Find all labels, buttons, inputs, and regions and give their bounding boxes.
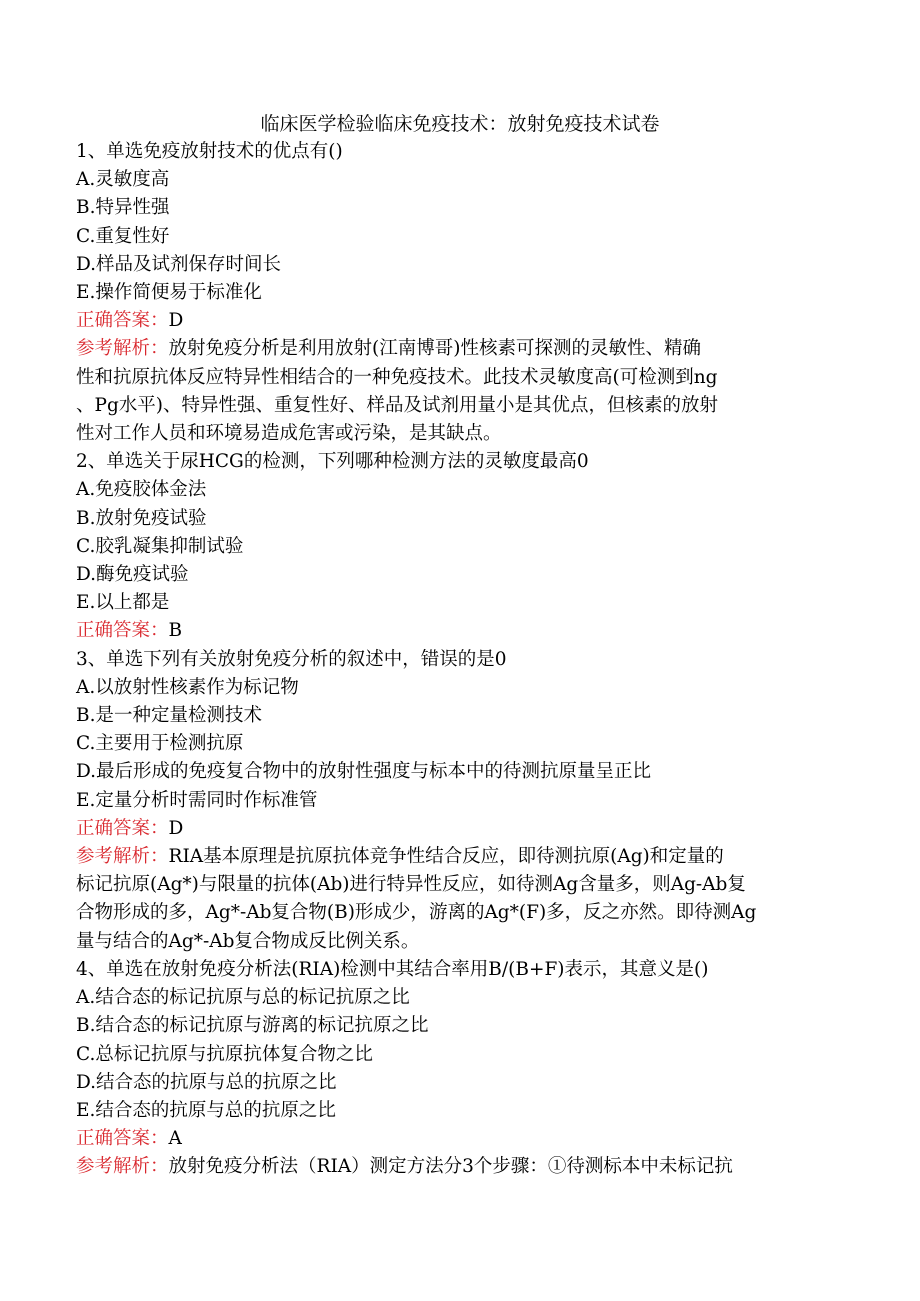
answer-option: C.总标记抗原与抗原抗体复合物之比 (76, 1043, 373, 1065)
answer-option: A.免疫胶体金法 (76, 479, 207, 501)
answer-option: E.结合态的抗原与总的抗原之比 (76, 1099, 336, 1121)
explanation-text: 量与结合的Ag*-Ab复合物成反比例关系。 (76, 930, 420, 952)
explanation-text: 、Pg水平)、特异性强、重复性好、样品及试剂用量小是其优点，但核素的放射 (76, 394, 719, 416)
correct-answer-value: D (168, 310, 184, 332)
answer-option: B.是一种定量检测技术 (76, 705, 262, 727)
explanation-line (76, 843, 836, 871)
question-stem: 2、单选关于尿HCG的检测，下列哪种检测方法的灵敏度最高0 (76, 451, 589, 473)
answer-option: A.灵敏度高 (76, 169, 170, 191)
explanation-line (76, 420, 836, 448)
correct-answer (76, 617, 836, 645)
explanation-line (76, 871, 836, 899)
question-block (76, 956, 836, 1182)
correct-answer-label: 正确答案： (76, 310, 169, 332)
question-stem: 3、单选下列有关放射免疫分析的叙述中，错误的是0 (76, 648, 507, 670)
question-block (76, 448, 836, 645)
question-stem: 1、单选免疫放射技术的优点有() (76, 141, 343, 162)
answer-option: C.重复性好 (76, 225, 170, 247)
question-block (76, 646, 836, 956)
question-list (76, 138, 836, 1182)
answer-option: D.酶免疫试验 (76, 564, 189, 586)
correct-answer-value: D (168, 817, 184, 839)
explanation-text: 标记抗原(Ag*)与限量的抗体(Ab)进行特异性反应，如待测Ag含量多，则Ag-Ab复 (76, 874, 746, 896)
explanation-line (76, 335, 836, 363)
question-block (76, 138, 836, 448)
explanation-text: RIA基本原理是抗原抗体竞争性结合反应，即待测抗原(Ag)和定量的 (168, 846, 724, 868)
explanation-text: 性和抗原抗体反应特异性相结合的一种免疫技术。此技术灵敏度高(可检测到ng (76, 366, 718, 388)
explanation-label: 参考解析： (76, 846, 169, 868)
answer-option: D.样品及试剂保存时间长 (76, 253, 282, 275)
correct-answer-label: 正确答案： (76, 620, 169, 642)
explanation-line (76, 1153, 836, 1181)
correct-answer-label: 正确答案： (76, 817, 169, 839)
question-stem: 4、单选在放射免疫分析法(RIA)检测中其结合率用B/(B+F)表示，其意义是() (76, 958, 709, 980)
answer-option: B.特异性强 (76, 197, 170, 219)
explanation-line (76, 899, 836, 927)
answer-option: B.结合态的标记抗原与游离的标记抗原之比 (76, 1015, 429, 1037)
explanation-text: 放射免疫分析法（RIA）测定方法分3个步骤：①待测标本中未标记抗 (168, 1156, 733, 1178)
explanation-label: 参考解析： (76, 338, 169, 360)
explanation-line (76, 364, 836, 392)
page-title: 临床医学检验临床免疫技术：放射免疫技术试卷 (260, 113, 660, 135)
answer-option: E.以上都是 (76, 592, 170, 614)
explanation-text: 性对工作人员和环境易造成危害或污染，是其缺点。 (76, 423, 502, 445)
answer-option: A.结合态的标记抗原与总的标记抗原之比 (76, 987, 410, 1009)
explanation-text: 合物形成的多，Ag*-Ab复合物(B)形成少，游离的Ag*(F)多，反之亦然。即待测Ag (76, 902, 757, 924)
answer-option: C.胶乳凝集抑制试验 (76, 535, 244, 557)
answer-option: E.定量分析时需同时作标准管 (76, 789, 318, 811)
answer-option: D.最后形成的免疫复合物中的放射性强度与标本中的待测抗原量呈正比 (76, 761, 652, 783)
answer-option: D.结合态的抗原与总的抗原之比 (76, 1071, 337, 1093)
answer-option: B.放射免疫试验 (76, 507, 207, 529)
correct-answer (76, 307, 836, 335)
explanation-line (76, 928, 836, 956)
correct-answer (76, 1125, 836, 1153)
explanation-label: 参考解析： (76, 1156, 169, 1178)
explanation-line (76, 392, 836, 420)
answer-option: E.操作简便易于标准化 (76, 282, 262, 304)
explanation-text: 放射免疫分析是利用放射(江南博哥)性核素可探测的灵敏性、精确 (168, 338, 701, 360)
answer-option: C.主要用于检测抗原 (76, 733, 244, 755)
answer-option: A.以放射性核素作为标记物 (76, 676, 299, 698)
correct-answer-value: B (168, 620, 183, 642)
correct-answer-label: 正确答案： (76, 1128, 169, 1150)
correct-answer-value: A (168, 1128, 182, 1150)
correct-answer (76, 815, 836, 843)
